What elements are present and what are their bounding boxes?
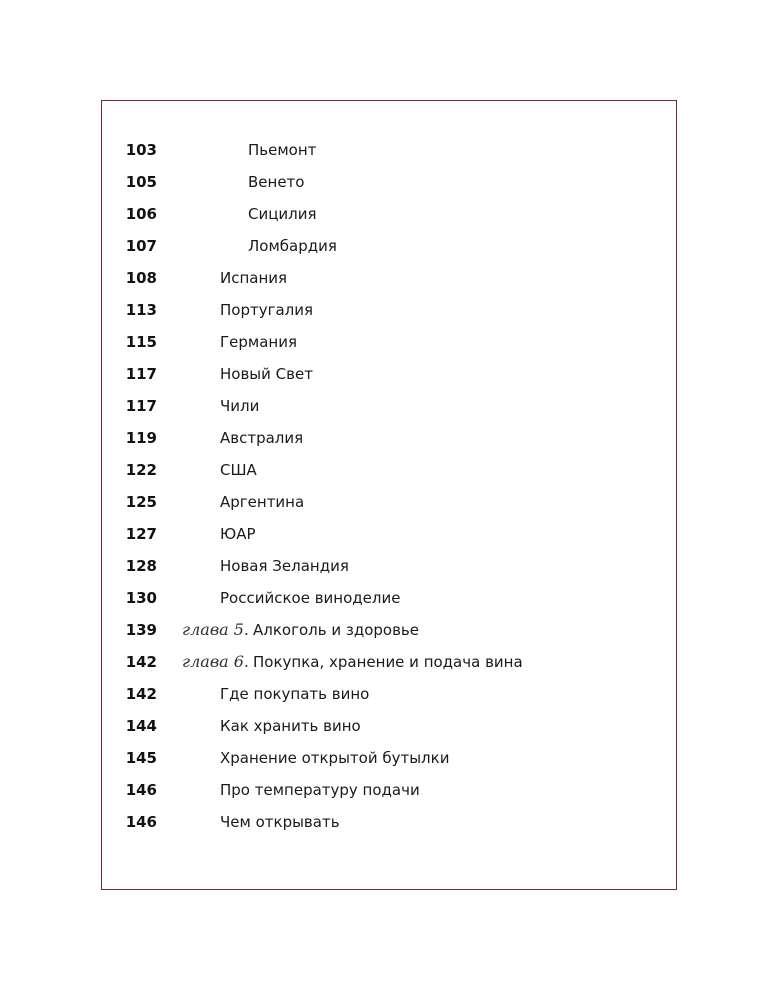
toc-row[interactable] [0,390,760,422]
toc-row[interactable] [0,678,760,710]
toc-row[interactable] [0,198,760,230]
toc-entry-text: Покупка, хранение и подача вина [253,653,523,671]
toc-row[interactable] [0,454,760,486]
toc-entry-text: Аргентина [220,493,305,511]
toc-entry-title [220,454,257,486]
toc-entry-text: Новая Зеландия [220,557,349,575]
toc-entry-title [220,358,313,390]
toc-entry-text: Венето [248,173,305,191]
toc-entry-title [220,518,256,550]
toc-entry-text: Хранение открытой бутылки [220,749,450,767]
toc-chapter-row[interactable] [0,614,760,646]
toc-entry-title [248,230,337,262]
toc-row[interactable] [0,134,760,166]
toc-row[interactable] [0,582,760,614]
toc-page-number: 142 [125,685,157,703]
toc-entry-text: Португалия [220,301,314,319]
toc-row[interactable] [0,166,760,198]
toc-entry-title [220,550,349,582]
toc-entry-title [248,198,317,230]
toc-row[interactable] [0,550,760,582]
toc-row[interactable] [0,262,760,294]
toc-row[interactable] [0,358,760,390]
toc-page-number: 130 [125,589,157,607]
toc-entry-text: Испания [220,269,288,287]
toc-entry-title [220,774,420,806]
toc-entry-title [220,582,400,614]
toc-page-number: 146 [125,813,157,831]
chapter-label: глава 5. [182,620,250,639]
toc-page-number: 115 [125,333,157,351]
chapter-label: глава 6. [182,652,250,671]
toc-row[interactable] [0,294,760,326]
toc-entry-text: Ломбардия [248,237,337,255]
toc-page-number: 145 [125,749,157,767]
toc-page-number: 139 [125,621,157,639]
toc-entry-text: Про температуру подачи [220,781,420,799]
toc-page-number: 122 [125,461,157,479]
toc-page-number: 119 [125,429,157,447]
toc-row[interactable] [0,422,760,454]
toc-entry-title [220,390,259,422]
toc-page-number: 106 [125,205,157,223]
toc-entry-text: Где покупать вино [220,685,370,703]
toc-entry-title [182,646,523,678]
toc-row[interactable] [0,710,760,742]
toc-entry-text: США [220,461,257,479]
toc-entry-text: ЮАР [220,525,256,543]
toc-row[interactable] [0,806,760,838]
toc-entry-title [220,294,313,326]
toc-page-number: 146 [125,781,157,799]
toc-row[interactable] [0,774,760,806]
toc-row[interactable] [0,230,760,262]
toc-entry-title [248,166,304,198]
toc-entry-title [220,710,361,742]
toc-page-number: 142 [125,653,157,671]
toc-entry-text: Новый Свет [220,365,313,383]
toc-page-number: 105 [125,173,157,191]
toc-row[interactable] [0,518,760,550]
toc-page-number: 144 [125,717,157,735]
toc-entry-text: Чили [220,397,260,415]
toc-page-number: 128 [125,557,157,575]
toc-page-number: 113 [125,301,157,319]
toc-entry-title [220,742,449,774]
toc-page-number: 117 [125,397,157,415]
toc-entry-title [220,262,287,294]
toc-page-number: 127 [125,525,157,543]
toc-entry-text: Российское виноделие [220,589,401,607]
toc-row[interactable] [0,326,760,358]
toc-page-number: 117 [125,365,157,383]
table-of-contents [0,134,760,838]
toc-entry-title [248,134,316,166]
toc-entry-title [220,486,304,518]
toc-entry-text: Как хранить вино [220,717,361,735]
toc-entry-title [220,806,340,838]
toc-entry-text: Пьемонт [248,141,317,159]
toc-page-number: 125 [125,493,157,511]
toc-entry-text: Австралия [220,429,304,447]
toc-entry-title [220,326,297,358]
toc-entry-title [220,678,369,710]
toc-entry-title [182,614,419,646]
toc-page-number: 103 [125,141,157,159]
toc-entry-title [220,422,303,454]
toc-entry-text: Сицилия [248,205,317,223]
toc-page-number: 108 [125,269,157,287]
toc-row[interactable] [0,486,760,518]
toc-entry-text: Алкоголь и здоровье [253,621,420,639]
toc-entry-text: Чем открывать [220,813,340,831]
toc-row[interactable] [0,742,760,774]
toc-page-number: 107 [125,237,157,255]
toc-entry-text: Германия [220,333,297,351]
toc-chapter-row[interactable] [0,646,760,678]
